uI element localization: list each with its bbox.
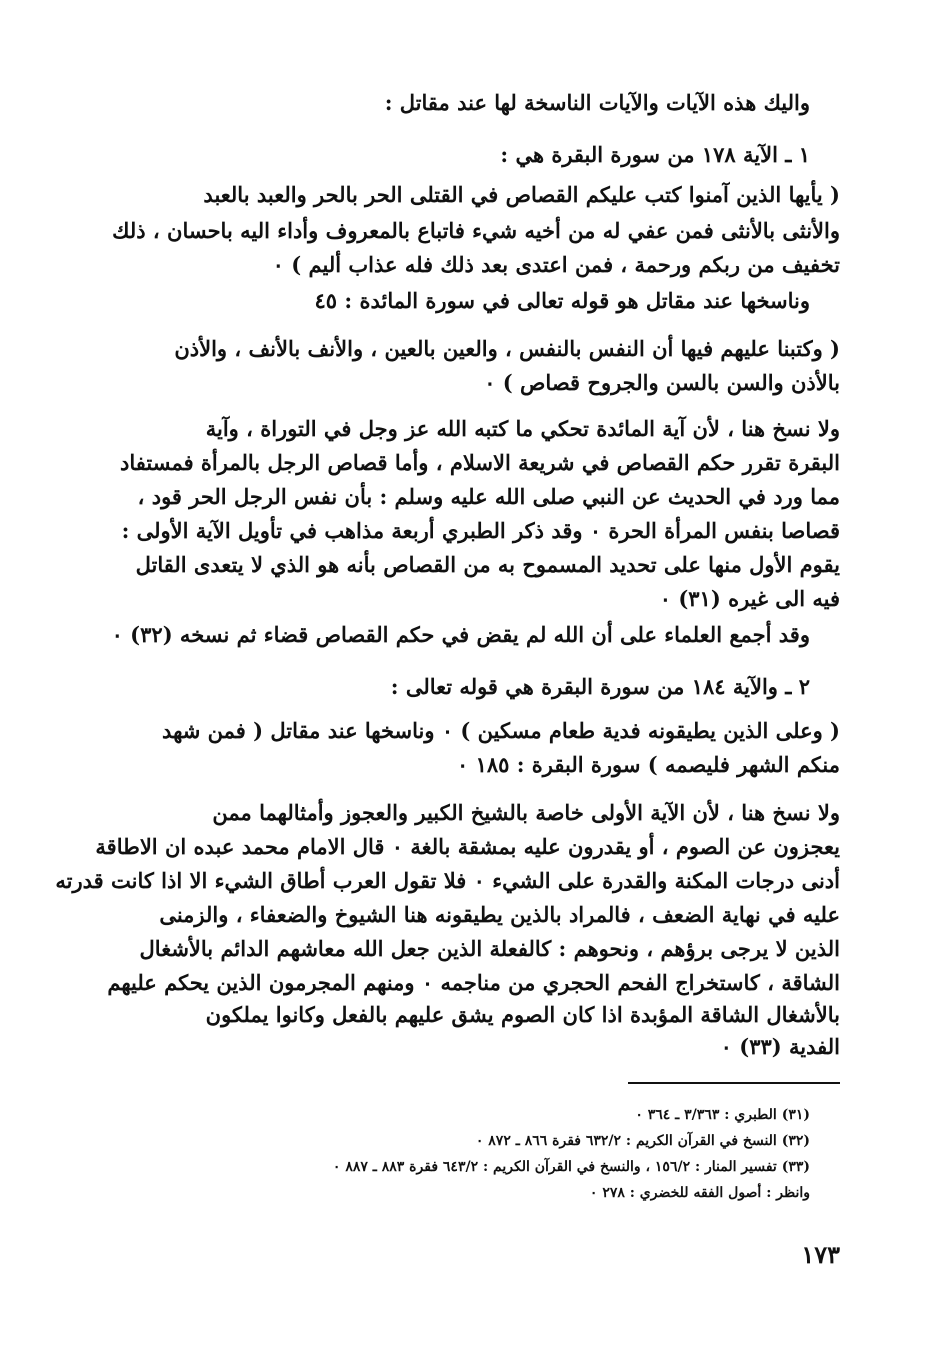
text-line: الذين لا يرجى برؤهم ، ونحوهم : كالفعلة الذين جعل الله معاشهم الدائم بالأشغال [139,936,840,961]
footnote: وانظر : أصول الفقه للخضري : ٢٧٨ ٠ [589,1185,810,1201]
footnote: (٣١) الطبري : ٣/٣٦٣ ـ ٣٦٤ ٠ [635,1107,810,1123]
text-line: ١ ـ الآية ١٧٨ من سورة البقرة هي : [500,142,810,167]
text-line: ( يأيها الذين آمنوا كتب عليكم القصاص في القتلى الحر بالحر والعبد بالعبد [203,182,840,207]
text-line: يقوم الأول منها على تحديد المسموح به من القصاص بأنه هو الذي لا يتعدى القاتل [135,552,840,577]
text-line: بالأذن والسن بالسن والجروح قصاص ) ٠ [484,370,840,395]
text-line: فيه الى غيره (٣١) ٠ [659,586,840,611]
text-line: تخفيف من ربكم ورحمة ، فمن اعتدى بعد ذلك فله عذاب أليم ) ٠ [272,252,840,277]
text-line: ولا نسخ هنا ، لأن الآية الأولى خاصة بالشيخ الكبير والعجوز وأمثالهما ممن [212,800,840,825]
footnote-divider [628,1082,840,1084]
text-line: البقرة تقرر حكم القصاص في شريعة الاسلام ، وأما قصاص الرجل بالمرأة فمستفاد [120,450,840,475]
text-line: أدنى درجات المكنة والقدرة على الشيء ٠ فلا تقول العرب أطاق الشيء الا اذا كانت قدرته [55,868,840,893]
text-line: ( وعلى الذين يطيقونه فدية طعام مسكين ) ٠ وناسخها عند مقاتل ( فمن شهد [162,718,840,743]
text-line: والأنثى بالأنثى فمن عفي له من أخيه شيء فاتباع بالمعروف وأداء اليه باحسان ، ذلك [112,218,840,243]
text-line: الفدية (٣٣) ٠ [720,1034,840,1059]
text-line: مما ورد في الحديث عن النبي صلى الله عليه وسلم : بأن نفس الرجل الحر قود ، [137,484,840,509]
text-line: عليه في نهاية الضعف ، فالمراد بالذين يطيقونه هنا الشيوخ والضعفاء ، والزمنى [159,902,840,927]
text-line: بالأشغال الشاقة المؤبدة اذا كان الصوم يشق عليهم بالفعل وكانوا يملكون [205,1002,840,1027]
text-line: الشاقة ، كاستخراج الفحم الحجري من مناجمه ٠ ومنهم المجرمون الذين يحكم عليهم [107,970,840,995]
text-line: ولا نسخ هنا ، لأن آية المائدة تحكي ما كتبه الله عز وجل في التوراة ، وآية [205,416,840,441]
page-number: ١٧٣ [801,1240,840,1269]
footnote: (٣٣) تفسير المنار : ١٥٦/٢ ، والنسخ في القرآن الكريم : ٦٤٣/٢ فقرة ٨٨٣ ـ ٨٨٧ ٠ [332,1159,810,1175]
text-line: قصاصا بنفس المرأة الحرة ٠ وقد ذكر الطبري أربعة مذاهب في تأويل الآية الأولى : [121,518,840,543]
text-line: ٢ ـ والآية ١٨٤ من سورة البقرة هي قوله تعالى : [390,674,810,699]
text-line: يعجزون عن الصوم ، أو يقدرون عليه بمشقة بالغة ٠ قال الامام محمد عبده ان الاطاقة [95,834,840,859]
footnote: (٣٢) النسخ في القرآن الكريم : ٦٣٢/٢ فقرة ٨٦٦ ـ ٨٧٢ ٠ [475,1133,810,1149]
page [55,70,840,1350]
text-line: منكم الشهر فليصمه ) سورة البقرة : ١٨٥ ٠ [456,752,840,777]
text-line: واليك هذه الآيات والآيات الناسخة لها عند مقاتل : [384,90,810,115]
text-line: وقد أجمع العلماء على أن الله لم يقض في حكم القصاص قضاء ثم نسخه (٣٢) ٠ [111,622,810,647]
text-line: ( وكتبنا عليهم فيها أن النفس بالنفس ، والعين بالعين ، والأنف بالأنف ، والأذن [174,336,840,361]
text-line: وناسخها عند مقاتل هو قوله تعالى في سورة المائدة : ٤٥ [314,288,810,313]
